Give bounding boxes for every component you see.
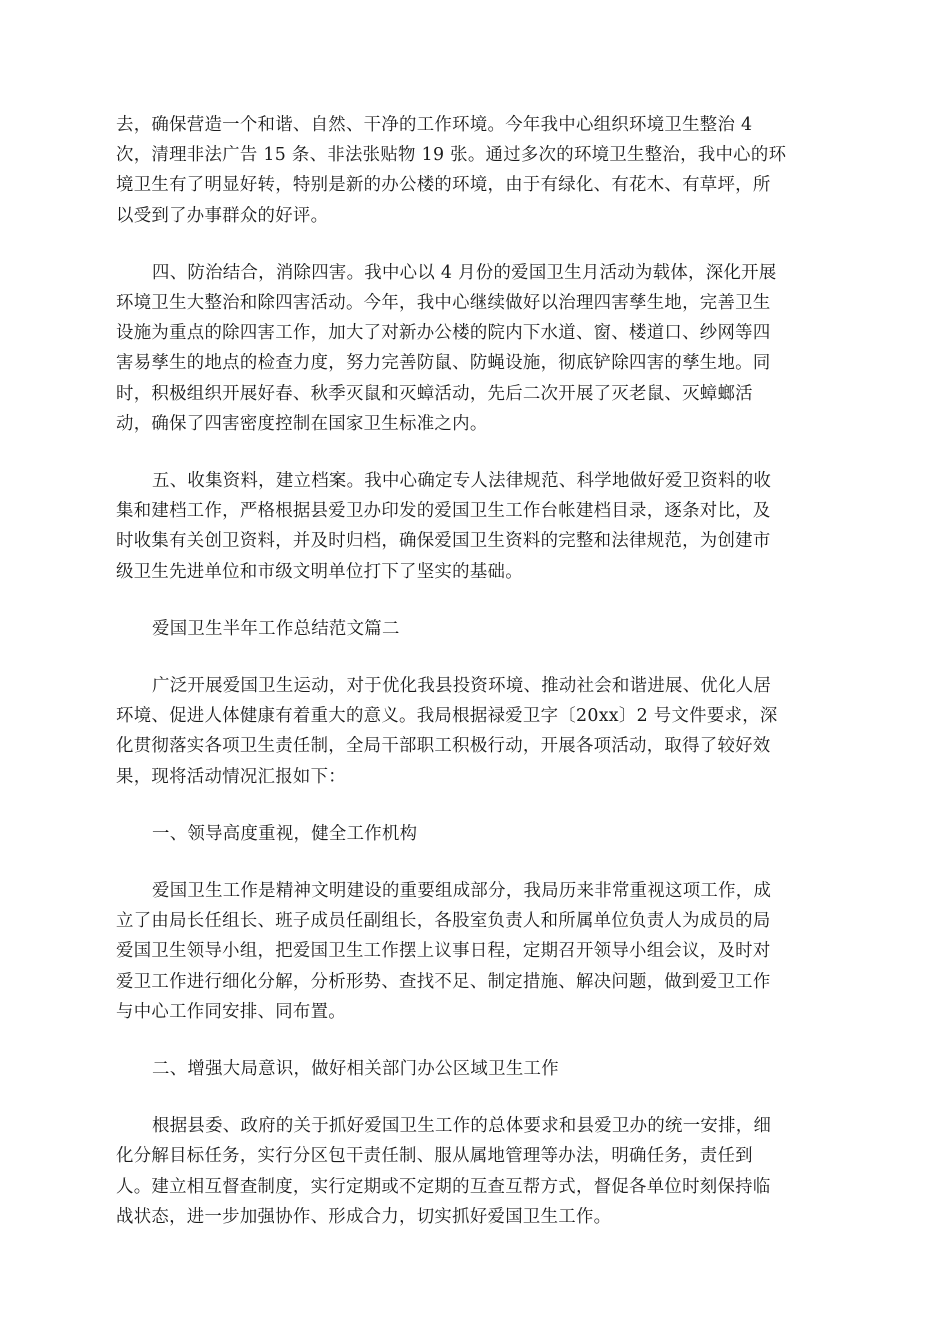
text-line: 人。建立相互督查制度，实行定期或不定期的互查互帮方式，督促各单位时刻保持临	[116, 1176, 771, 1197]
text-line: 广泛开展爱国卫生运动，对于优化我县投资环境、推动社会和谐进展、优化人居	[152, 676, 772, 697]
heading-leadership: 一、领导高度重视，健全工作机构	[152, 823, 418, 844]
text-line: 爱国卫生领导小组，把爱国卫生工作摆上议事日程，定期召开领导小组会议，及时对	[116, 941, 771, 962]
text-line: 化分解目标任务，实行分区包干责任制、服从属地管理等办法，明确任务，责任到	[116, 1146, 753, 1167]
section-title: 爱国卫生半年工作总结范文篇二	[152, 618, 400, 639]
text-line: 时收集有关创卫资料，并及时归档，确保爱国卫生资料的完整和法律规范，为创建市	[116, 531, 771, 552]
text-line: 设施为重点的除四害工作，加大了对新办公楼的院内下水道、窗、楼道口、纱网等四	[116, 323, 771, 344]
text-line: 四、防治结合，消除四害。我中心以 4 月份的爱国卫生月活动为载体，深化开展	[152, 262, 777, 283]
text-line: 果，现将活动情况汇报如下：	[116, 766, 346, 787]
text-line: 立了由局长任组长、班子成员任副组长，各股室负责人和所属单位负责人为成员的局	[116, 911, 771, 932]
paragraph-leadership	[116, 876, 832, 1027]
paragraph-overall	[116, 1111, 832, 1232]
text-line: 境卫生有了明显好转，特别是新的办公楼的环境，由于有绿化、有花木、有草坪，所	[116, 175, 771, 196]
text-line: 集和建档工作，严格根据县爱卫办印发的爱国卫生工作台帐建档目录，逐条对比，及	[116, 501, 771, 522]
text-line: 级卫生先进单位和市级文明单位打下了坚实的基础。	[116, 561, 523, 582]
paragraph-archives	[116, 466, 832, 587]
paragraph-four-pests	[116, 258, 832, 439]
text-line: 次，清理非法广告 15 条、非法张贴物 19 张。通过多次的环境卫生整治，我中心的环	[116, 145, 787, 166]
text-line: 环境、促进人体健康有着重大的意义。我局根据禄爱卫字〔20xx〕2 号文件要求，深	[116, 706, 778, 727]
text-line: 化贯彻落实各项卫生责任制，全局干部职工积极行动，开展各项活动，取得了较好效	[116, 736, 771, 757]
text-line: 时，积极组织开展好春、秋季灭鼠和灭蟑活动，先后二次开展了灭老鼠、灭蟑螂活	[116, 383, 753, 404]
text-line: 与中心工作同安排、同布置。	[116, 1001, 346, 1022]
document-body	[116, 110, 832, 1259]
text-line: 五、收集资料，建立档案。我中心确定专人法律规范、科学地做好爱卫资料的收	[152, 471, 772, 492]
text-line: 爱卫工作进行细化分解，分析形势、查找不足、制定措施、解决问题，做到爱卫工作	[116, 971, 771, 992]
text-line: 动，确保了四害密度控制在国家卫生标准之内。	[116, 413, 488, 434]
text-line: 害易孳生的地点的检查力度，努力完善防鼠、防蝇设施，彻底铲除四害的孳生地。同	[116, 353, 771, 374]
heading-overall: 二、增强大局意识，做好相关部门办公区域卫生工作	[152, 1059, 559, 1080]
paragraph-environment	[116, 110, 832, 231]
text-line: 环境卫生大整治和除四害活动。今年，我中心继续做好以治理四害孳生地，完善卫生	[116, 293, 771, 314]
text-line: 去，确保营造一个和谐、自然、干净的工作环境。今年我中心组织环境卫生整治 4	[116, 115, 753, 135]
text-line: 根据县委、政府的关于抓好爱国卫生工作的总体要求和县爱卫办的统一安排，细	[152, 1116, 772, 1137]
paragraph-intro	[116, 671, 832, 792]
text-line: 战状态，进一步加强协作、形成合力，切实抓好爱国卫生工作。	[116, 1206, 612, 1227]
text-line: 爱国卫生工作是精神文明建设的重要组成部分，我局历来非常重视这项工作，成	[152, 881, 772, 902]
text-line: 以受到了办事群众的好评。	[116, 205, 329, 226]
